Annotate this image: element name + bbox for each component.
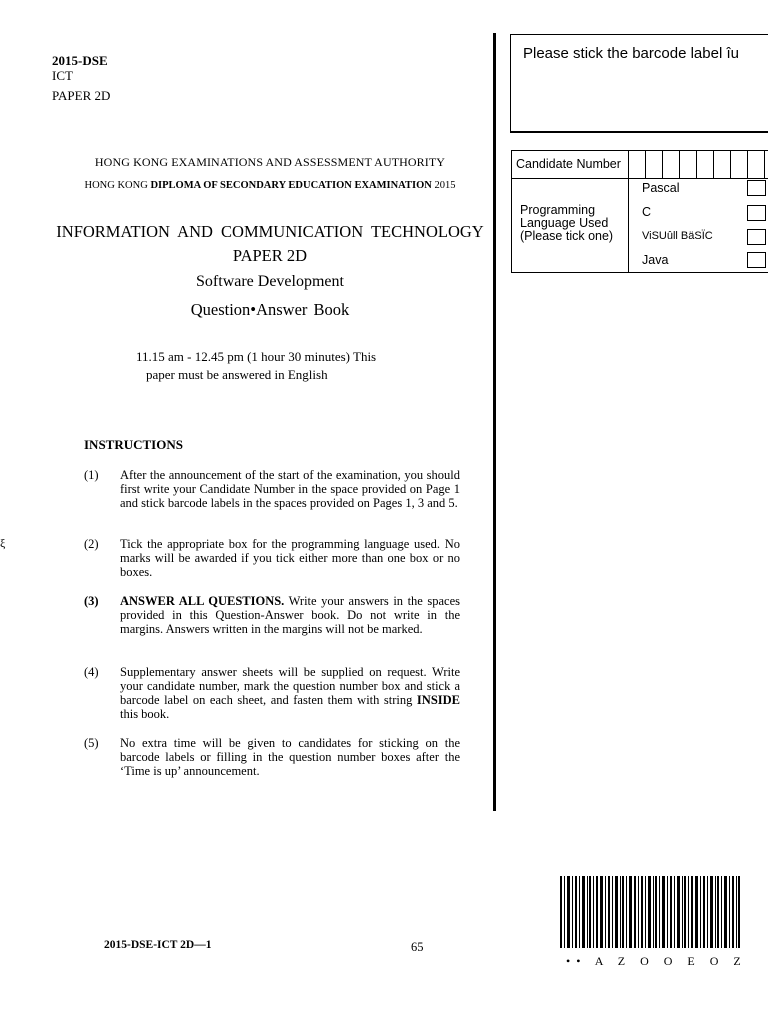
- candidate-digit-cell[interactable]: [645, 151, 663, 178]
- instruction-item: [84, 468, 460, 510]
- book-title: Question•Answer Book: [190, 300, 350, 319]
- header-paper: PAPER 2D: [52, 88, 111, 103]
- language-option-java: Java: [642, 253, 669, 267]
- instruction-number: (5): [84, 736, 99, 750]
- margin-mark: ξ: [0, 536, 6, 550]
- checkbox-c[interactable]: [747, 205, 766, 221]
- divider-line: [628, 178, 629, 272]
- candidate-info-box: [511, 150, 768, 273]
- timing-line-2: paper must be answered in English: [146, 367, 328, 382]
- paper-title: PAPER 2D: [232, 246, 308, 265]
- instruction-item: [84, 665, 460, 721]
- checkbox-visual-basic[interactable]: [747, 229, 766, 245]
- checkbox-java[interactable]: [747, 252, 766, 268]
- instruction-text: ANSWER ALL QUESTIONS. Write your answers in the spaces provided in this Question-Answer book. Do not write in the margins. Answers written in the margins will not be marked.: [120, 594, 460, 636]
- candidate-digit-cell[interactable]: [713, 151, 731, 178]
- header-year: 2015-DSE: [52, 53, 108, 68]
- language-option-visual-basic: ViSUûll BäSÏC: [642, 230, 713, 242]
- instruction-number: (2): [84, 537, 99, 551]
- divider-line: [512, 178, 768, 179]
- checkbox-pascal[interactable]: [747, 180, 766, 196]
- programming-language-label: Programming Language Used (Please tick one): [520, 203, 614, 243]
- instruction-text: After the announcement of the start of the examination, you should first write your Candidate Number in the space provided on Page 1 and stick barcode labels in the spaces provided on Pages 1, 3 and 5.: [120, 468, 460, 510]
- instructions-heading: INSTRUCTIONS: [84, 437, 183, 452]
- subject-title: INFORMATION AND COMMUNICATION TECHNOLOGY: [56, 222, 484, 241]
- instruction-item: [84, 537, 460, 579]
- barcode-image: [560, 876, 740, 948]
- instruction-number: (3): [84, 594, 99, 608]
- candidate-digit-cell[interactable]: [764, 151, 768, 178]
- instruction-text: No extra time will be given to candidates for sticking on the barcode labels or filling in the question number boxes after the ‘Time is up’ announcement.: [120, 736, 460, 778]
- timing-line-1: 11.15 am - 12.45 pm (1 hour 30 minutes) This: [136, 349, 377, 364]
- sticker-instruction: Please stick the barcode label îu: [523, 45, 739, 62]
- instruction-text: Tick the appropriate box for the programming language used. No marks will be awarded if you tick either more than one box or no boxes.: [120, 537, 460, 579]
- language-option-c: C: [642, 205, 652, 219]
- instruction-number: (1): [84, 468, 99, 482]
- authority-name: HONG KONG EXAMINATIONS AND ASSESSMENT AUTHORITY: [94, 155, 446, 169]
- barcode-sticker-area: [510, 34, 768, 132]
- instruction-number: (4): [84, 665, 99, 679]
- page-divider: [493, 33, 496, 811]
- exam-name: HONG KONG DIPLOMA OF SECONDARY EDUCATION EXAMINATION 2015: [84, 180, 456, 191]
- section-title: Software Development: [196, 273, 344, 290]
- paper-code: 2015-DSE-ICT 2D—1: [104, 939, 212, 951]
- candidate-digit-cell[interactable]: [747, 151, 765, 178]
- candidate-number-label: Candidate Number: [516, 157, 621, 171]
- language-option-pascal: Pascal: [642, 181, 680, 195]
- barcode-text: •• A Z O O E O Z: [566, 954, 747, 968]
- candidate-digit-cell[interactable]: [730, 151, 748, 178]
- candidate-digit-cell[interactable]: [696, 151, 714, 178]
- instruction-text: Supplementary answer sheets will be supplied on request. Write your candidate number, mark the question number box and stick a barcode label on each sheet, and fasten them with string INSIDE this book.: [120, 665, 460, 721]
- candidate-digit-cell[interactable]: [679, 151, 697, 178]
- header-subject: ICT: [52, 68, 73, 83]
- candidate-digit-cell[interactable]: [662, 151, 680, 178]
- instruction-item: [84, 594, 460, 636]
- page-number: 65: [411, 940, 424, 954]
- candidate-digit-cell[interactable]: [628, 151, 646, 178]
- instruction-item: [84, 736, 460, 778]
